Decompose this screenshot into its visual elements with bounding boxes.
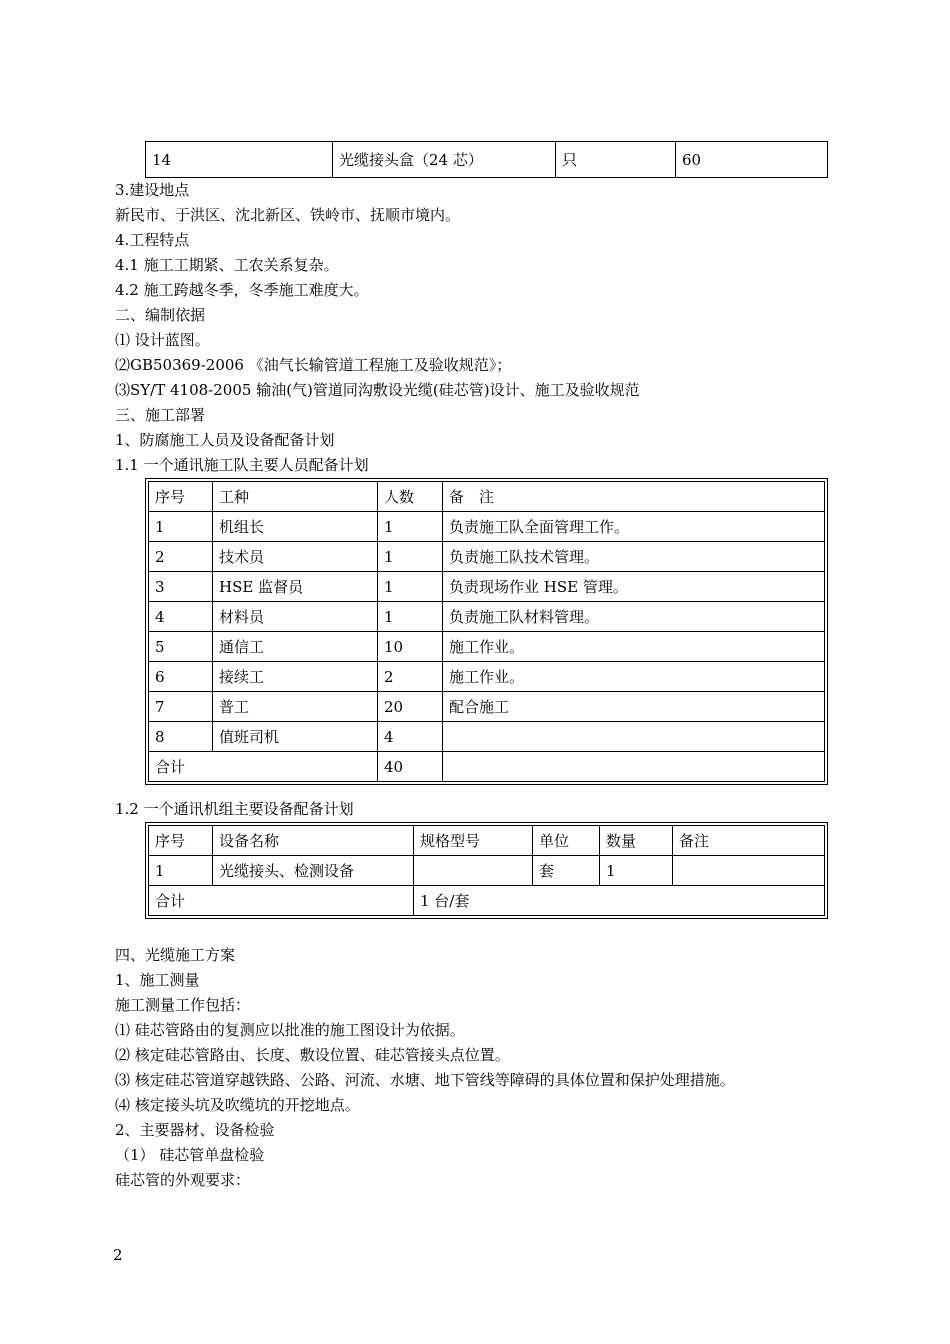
table-cell: 4 (378, 722, 443, 752)
table-cell: 施工作业。 (443, 632, 825, 662)
table-cell: 8 (149, 722, 213, 752)
table-header-row (149, 482, 825, 512)
paragraph: 硅芯管的外观要求： (115, 1171, 251, 1189)
subsection-heading: 1.2 一个通讯机组主要设备配备计划 (115, 800, 354, 818)
table-cell: 3 (149, 572, 213, 602)
table-cell: 4 (149, 602, 213, 632)
table-cell: HSE 监督员 (213, 572, 378, 602)
list-item: ⑵GB50369-2006 《油气长输管道工程施工及验收规范》； (115, 356, 512, 374)
total-label: 合计 (149, 752, 378, 782)
table-cell: 7 (149, 692, 213, 722)
table-cell: 光缆接头盒（24 芯） (333, 142, 556, 178)
table-cell: 普工 (213, 692, 378, 722)
section-heading: 四、光缆施工方案 (115, 946, 236, 964)
page-number: 2 (113, 1246, 123, 1264)
table-header-cell: 备注 (673, 826, 825, 856)
table-cell: 技术员 (213, 542, 378, 572)
table-header-cell: 人数 (378, 482, 443, 512)
table-cell: 负责施工队材料管理。 (443, 602, 825, 632)
table-cell: 机组长 (213, 512, 378, 542)
table-cell: 1 (600, 856, 673, 886)
heading-construction-site: 3.建设地点 (115, 181, 190, 199)
table-row (146, 142, 828, 178)
table-row (149, 542, 825, 572)
paragraph: 4.2 施工跨越冬季，冬季施工难度大。 (115, 281, 369, 299)
table-cell: 10 (378, 632, 443, 662)
table-cell: 只 (556, 142, 676, 178)
table-cell: 施工作业。 (443, 662, 825, 692)
equipment-plan-table (148, 825, 825, 916)
table-header-cell: 规格型号 (414, 826, 533, 856)
table-header-cell: 设备名称 (213, 826, 414, 856)
table-row (149, 856, 825, 886)
table-cell: 14 (146, 142, 333, 178)
table-cell: 套 (533, 856, 600, 886)
table-total-row (149, 752, 825, 782)
list-item: ⑵ 核定硅芯管路由、长度、敷设位置、硅芯管接头点位置。 (115, 1046, 510, 1064)
total-value: 1 台/套 (414, 886, 825, 916)
table-header-cell: 备 注 (443, 482, 825, 512)
table-cell: 60 (676, 142, 828, 178)
list-item: ⑴ 硅芯管路由的复测应以批准的施工图设计为依据。 (115, 1021, 465, 1039)
subsection-heading: 1.1 一个通讯施工队主要人员配备计划 (115, 456, 369, 474)
table-cell: 负责施工队全面管理工作。 (443, 512, 825, 542)
table-cell (673, 856, 825, 886)
table-cell (414, 856, 533, 886)
table-cell (443, 752, 825, 782)
total-value: 40 (378, 752, 443, 782)
table-row (149, 602, 825, 632)
table-header-cell: 单位 (533, 826, 600, 856)
table-row (149, 632, 825, 662)
table-header-cell: 数量 (600, 826, 673, 856)
paragraph: 施工测量工作包括： (115, 996, 251, 1014)
total-label: 合计 (149, 886, 414, 916)
table-cell: 5 (149, 632, 213, 662)
section-heading: 二、编制依据 (115, 306, 206, 324)
table-cell: 负责现场作业 HSE 管理。 (443, 572, 825, 602)
table-header-row (149, 826, 825, 856)
table-row (149, 662, 825, 692)
table-cell: 20 (378, 692, 443, 722)
list-item: ⑷ 核定接头坑及吹缆坑的开挖地点。 (115, 1096, 360, 1114)
cable-material-table (145, 141, 828, 178)
heading-project-features: 4.工程特点 (115, 231, 190, 249)
table-header-cell: 序号 (149, 482, 213, 512)
table-header-cell: 工种 (213, 482, 378, 512)
table-row (149, 722, 825, 752)
table-cell: 1 (378, 572, 443, 602)
table-cell: 接续工 (213, 662, 378, 692)
subsection-heading: 2、主要器材、设备检验 (115, 1121, 275, 1139)
paragraph: 4.1 施工工期紧、工农关系复杂。 (115, 256, 339, 274)
table-total-row (149, 886, 825, 916)
table-cell: 6 (149, 662, 213, 692)
paragraph: 新民市、于洪区、沈北新区、铁岭市、抚顺市境内。 (115, 206, 461, 224)
subsection-heading: 1、施工测量 (115, 971, 200, 989)
table-cell: 负责施工队技术管理。 (443, 542, 825, 572)
table-row (149, 692, 825, 722)
table-cell: 1 (149, 512, 213, 542)
list-item: ⑶SY/T 4108-2005 输油(气)管道同沟敷设光缆(硅芯管)设计、施工及验收规范 (115, 381, 640, 399)
table-cell: 光缆接头、检测设备 (213, 856, 414, 886)
table-cell: 1 (378, 542, 443, 572)
table-cell: 2 (149, 542, 213, 572)
table-row (149, 512, 825, 542)
subsection-heading: （1） 硅芯管单盘检验 (115, 1146, 265, 1164)
table-cell: 2 (378, 662, 443, 692)
staff-plan-table (148, 481, 825, 782)
subsection-heading: 1、防腐施工人员及设备配备计划 (115, 431, 335, 449)
table-cell: 1 (378, 602, 443, 632)
list-item: ⑴ 设计蓝图。 (115, 331, 210, 349)
table-cell: 1 (378, 512, 443, 542)
list-item: ⑶ 核定硅芯管道穿越铁路、公路、河流、水塘、地下管线等障碍的具体位置和保护处理措施。 (115, 1071, 735, 1089)
section-heading: 三、施工部署 (115, 406, 206, 424)
table-cell: 配合施工 (443, 692, 825, 722)
table-cell: 通信工 (213, 632, 378, 662)
table-cell: 材料员 (213, 602, 378, 632)
table-cell: 1 (149, 856, 213, 886)
table-cell (443, 722, 825, 752)
table-header-cell: 序号 (149, 826, 213, 856)
table-cell: 值班司机 (213, 722, 378, 752)
table-row (149, 572, 825, 602)
